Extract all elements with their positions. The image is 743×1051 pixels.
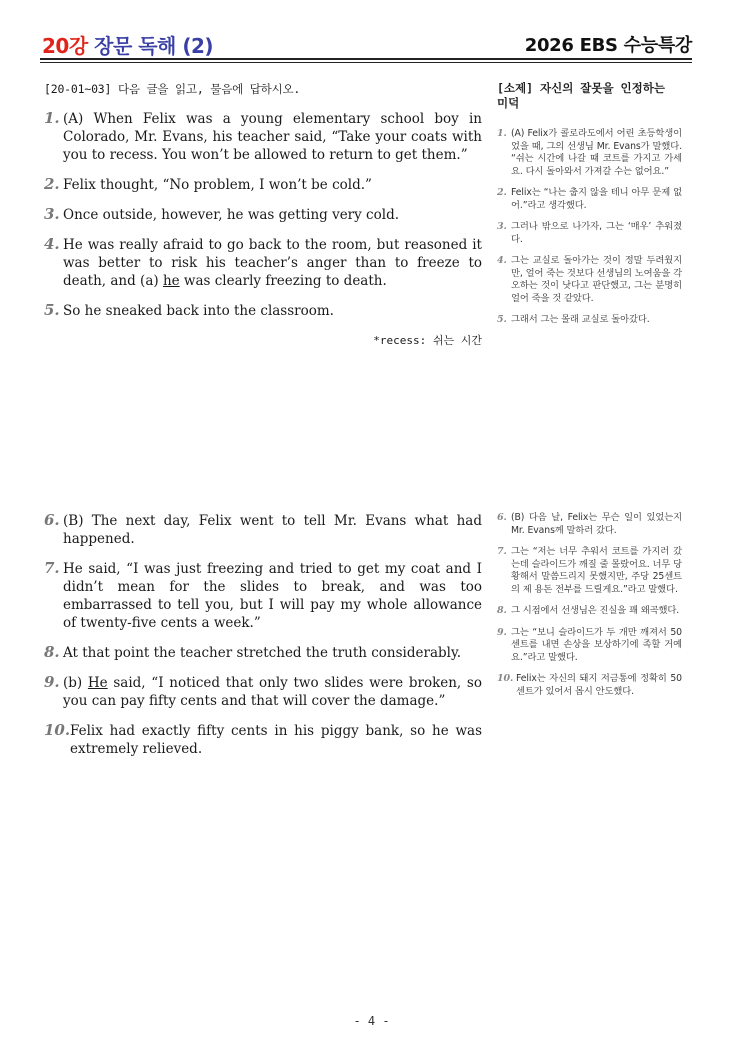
lesson-number: 20강 — [42, 34, 88, 58]
sentence-text: (A) When Felix was a young elementary school boy in Colorado, Mr. Evans, his teacher said, “Take your coats with you to recess. You won’t be allowed to return to get them.” — [63, 111, 482, 163]
translation-text: (A) Felix가 콜로라도에서 어린 초등학생이었을 때, 그의 선생님 Mr. Evans가 말했다. “쉬는 시간에 나갈 때 코트를 가지고 가세요. 다시 돌아와서 가져갈 수는 없어요.” — [511, 128, 682, 177]
passage-b-translation — [497, 512, 682, 698]
footnote: *recess: 쉬는 시간 — [373, 334, 482, 347]
translation-text: 그는 “보니 슬라이드가 두 개만 깨져서 50센트를 내면 손상을 보상하기에 족할 거예요.”라고 말했다. — [511, 626, 682, 663]
sentence-text: (B) The next day, Felix went to tell Mr. Evans what had happened. — [63, 513, 482, 547]
translation-number: 10. — [497, 673, 514, 684]
sentence-text: Once outside, however, he was getting very cold. — [63, 207, 399, 223]
translation-text: 그러나 밖으로 나가자, 그는 ‘매우’ 추워졌다. — [511, 221, 682, 245]
sentence-number: 8. — [44, 643, 60, 661]
translation-number: 1. — [497, 128, 507, 139]
passage-a-translation — [497, 128, 682, 327]
translation-text: Felix는 자신의 돼지 저금통에 정확히 50센트가 있어서 몹시 안도했다. — [516, 673, 682, 697]
sentence-text: He said, “I was just freezing and tried to get my coat and I didn’t mean for the slides to break, and was too embarrassed to tell you, but I will pay my whole allowance of twenty-five cents a week.” — [63, 561, 482, 631]
paragraph — [44, 206, 482, 224]
sentence-text: So he sneaked back into the classroom. — [63, 303, 334, 319]
sentence-number: 3. — [44, 205, 60, 223]
translation-text: 그래서 그는 몰래 교실로 돌아갔다. — [511, 314, 650, 325]
sentence-text: Felix had exactly fifty cents in his piggy bank, so he was extremely relieved. — [70, 723, 482, 757]
sentence-number: 7. — [44, 559, 60, 577]
sentence-number: 2. — [44, 175, 60, 193]
sentence-number: 5. — [44, 301, 60, 319]
sentence-number: 4. — [44, 235, 60, 253]
lesson-topic: 장문 독해 (2) — [94, 34, 214, 58]
translation-number: 7. — [497, 546, 507, 557]
passage-a-korean — [497, 81, 682, 336]
lesson-title — [42, 30, 213, 59]
translation-number: 4. — [497, 255, 507, 266]
sentence-text: (b) — [63, 675, 88, 691]
sentence-number: 9. — [44, 673, 60, 691]
sentence-text: He was really afraid to go back to the room, but reasoned it was better to risk his teacher’s anger than to freeze to death, and (a) — [63, 237, 482, 289]
translation-item — [497, 627, 682, 665]
sentence-number: 1. — [44, 109, 60, 127]
translation-number: 2. — [497, 187, 507, 198]
book-title: 2026 EBS 수능특강 — [524, 35, 692, 56]
sentence-text: said, “I noticed that only two slides were broken, so you can pay fifty cents and that will cover the damage.” — [63, 675, 482, 709]
paragraph — [44, 560, 482, 632]
translation-item — [497, 673, 682, 698]
sentence-text: At that point the teacher stretched the truth considerably. — [63, 645, 462, 661]
paragraph — [44, 512, 482, 548]
translation-item — [497, 605, 682, 618]
translation-text: 그는 “저는 너무 추워서 코트를 가지러 갔는데 슬라이드가 깨질 줄 몰랐어요. 너무 당황해서 말씀드리지 못했지만, 주당 25센트의 제 용돈 전부를 드릴게요.”라고 말했다. — [511, 546, 682, 595]
translation-number: 8. — [497, 605, 507, 616]
underlined-pronoun: He — [87, 675, 108, 691]
translation-text: Felix는 “나는 춥지 않을 테니 아무 문제 없어.”라고 생각했다. — [511, 187, 682, 211]
sentence-number: 10. — [44, 721, 71, 739]
passage-b-english — [44, 512, 482, 770]
translation-item — [497, 128, 682, 178]
paragraph — [44, 674, 482, 710]
translation-number: 9. — [497, 626, 507, 638]
header-divider — [40, 58, 692, 60]
underlined-pronoun: he — [162, 273, 180, 289]
paragraph — [44, 722, 482, 758]
translation-item — [497, 255, 682, 305]
sentence-number: 6. — [44, 511, 60, 529]
paragraph — [44, 176, 482, 194]
passage-b-paragraphs — [44, 512, 482, 758]
topic-title: [소제] 자신의 잘못을 인정하는 미덕 — [497, 81, 665, 110]
paragraph — [44, 644, 482, 662]
sentence-text: Felix thought, “No problem, I won’t be cold.” — [63, 177, 372, 193]
passage-a-paragraphs — [44, 110, 482, 320]
passage-a-english — [44, 81, 482, 348]
translation-item — [497, 221, 682, 246]
header-divider-thin — [40, 62, 692, 63]
translation-text: (B) 다음 날, Felix는 무슨 일이 있었는지 Mr. Evans께 말하러 갔다. — [511, 512, 682, 536]
page-number: - 4 - — [353, 1014, 390, 1028]
translation-number: 5. — [497, 314, 507, 325]
translation-number: 6. — [497, 512, 507, 523]
paragraph — [44, 302, 482, 320]
translation-item — [497, 512, 682, 537]
translation-item — [497, 546, 682, 596]
paragraph — [44, 236, 482, 290]
instruction: [20-01~03] 다음 글을 읽고, 물음에 답하시오. — [44, 82, 301, 96]
translation-number: 3. — [497, 221, 507, 232]
sentence-text: was clearly freezing to death. — [179, 273, 387, 289]
page-header — [40, 28, 692, 56]
translation-item — [497, 187, 682, 212]
translation-text: 그 시점에서 선생님은 진실을 꽤 왜곡했다. — [511, 605, 680, 616]
translation-text: 그는 교실로 돌아가는 것이 정말 두려웠지만, 얼어 죽는 것보다 선생님의 노여움을 각오하는 것이 낫다고 판단했고, 그는 분명히 얼어 죽을 것 같았다. — [511, 255, 682, 304]
paragraph — [44, 110, 482, 164]
translation-item — [497, 314, 682, 327]
passage-b-korean — [497, 512, 682, 707]
